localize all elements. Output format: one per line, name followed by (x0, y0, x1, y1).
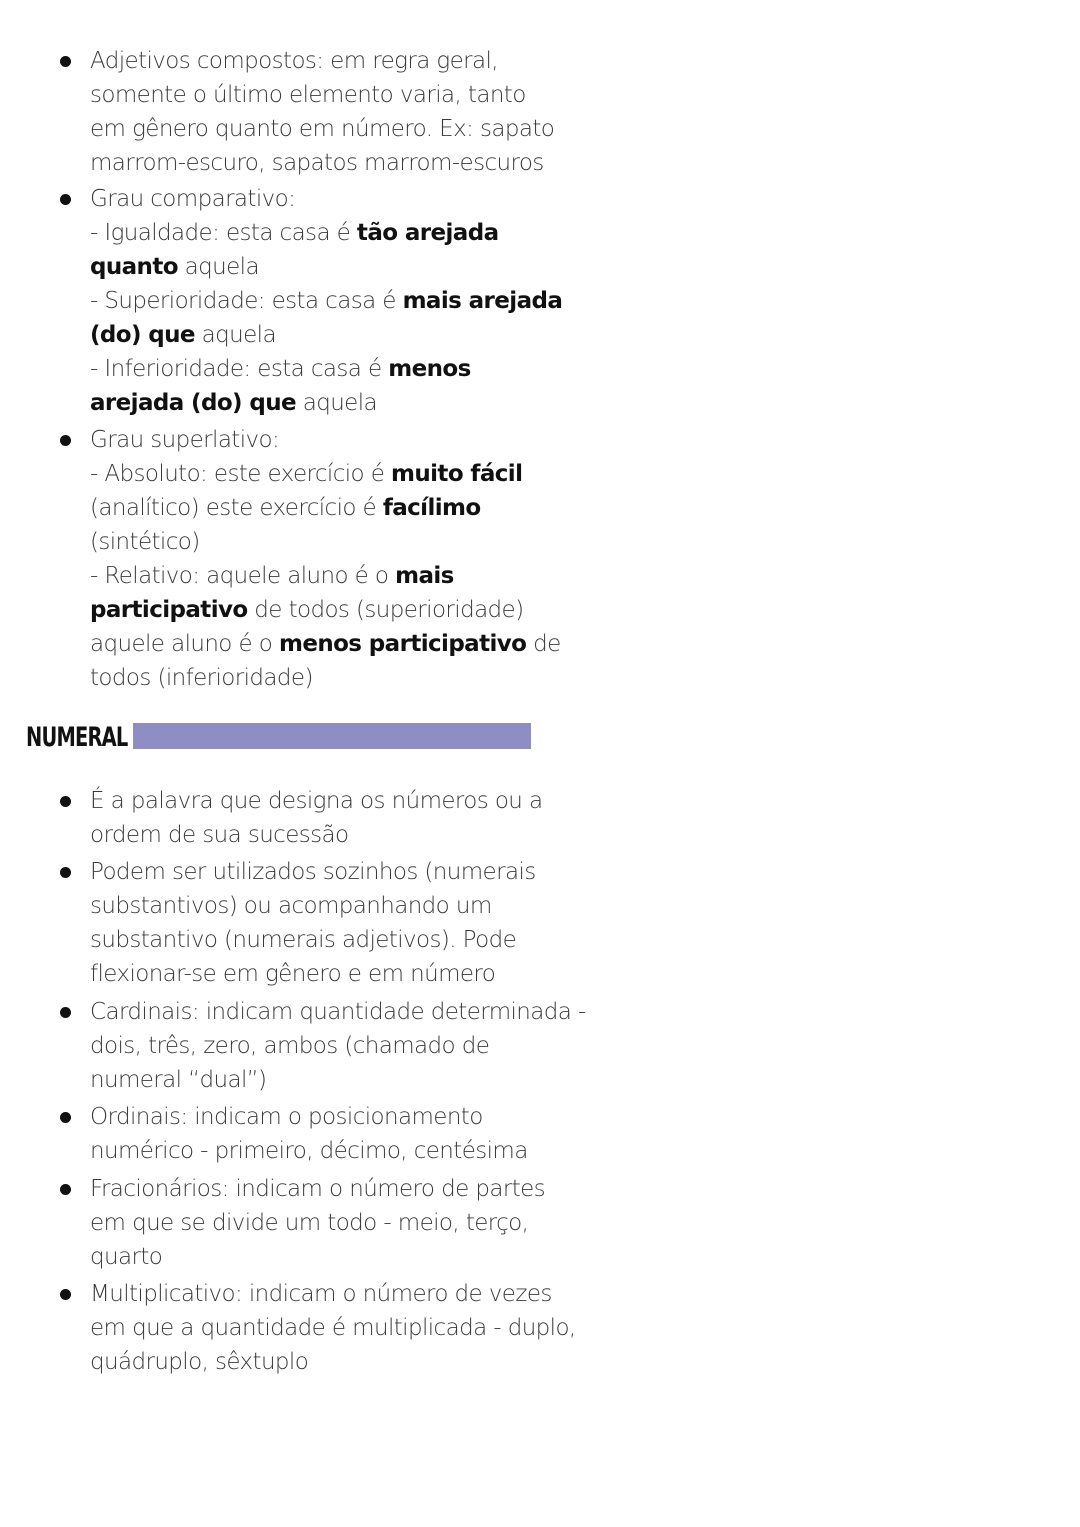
text-line (90, 423, 550, 457)
text-line (90, 284, 563, 318)
text-line (90, 1311, 576, 1345)
text: flexionar-se em gênero e em número (90, 961, 496, 987)
text-line (90, 386, 550, 420)
text: de todos (superioridade) (247, 597, 524, 623)
bullet-dot-icon (60, 1112, 71, 1123)
heading-highlight-bar (133, 723, 531, 749)
text: aquela (177, 254, 259, 280)
text: (sintético) (90, 529, 200, 555)
text-line (90, 78, 550, 112)
bullet-dot-icon (60, 867, 71, 878)
text: Grau superlativo: (90, 427, 280, 453)
text: (analítico) este exercício é (90, 495, 383, 521)
text-line (90, 1277, 550, 1311)
text-line (90, 957, 550, 991)
text: dois, três, zero, ambos (chamado de (90, 1033, 490, 1059)
text-line (90, 525, 550, 559)
text-line (90, 593, 550, 627)
text-line (90, 182, 550, 216)
text-line (90, 784, 550, 818)
bold-text: menos participativo (278, 631, 527, 657)
text: marrom-escuro, sapatos marrom-escuros (90, 150, 544, 176)
bullet-dot-icon (60, 194, 71, 205)
text: em que a quantidade é multiplicada - duplo, (90, 1315, 576, 1341)
text: Grau comparativo: (90, 186, 296, 212)
text: aquela (296, 390, 378, 416)
text: Ordinais: indicam o posicionamento (90, 1104, 483, 1130)
text-line (90, 923, 550, 957)
text-line (90, 559, 550, 593)
text: numeral “dual”) (90, 1067, 267, 1093)
text-line (90, 1345, 550, 1379)
text: numérico - primeiro, décimo, centésima (90, 1138, 528, 1164)
bullet-item (90, 855, 550, 991)
text: em que se divide um todo - meio, terço, (90, 1210, 529, 1236)
bullet-dot-icon (60, 56, 71, 67)
text: - Superioridade: esta casa é (90, 288, 403, 314)
bullet-dot-icon (60, 1289, 71, 1300)
text: - Igualdade: esta casa é (90, 220, 357, 246)
text: - Relativo: aquele aluno é o (90, 563, 396, 589)
section-heading-numeral: NUMERAL (26, 722, 128, 753)
text-line (90, 1100, 550, 1134)
text-line (90, 1063, 550, 1097)
text: Adjetivos compostos: em regra geral, (90, 48, 498, 74)
bullet-item (90, 182, 563, 420)
text: Cardinais: indicam quantidade determinada - (90, 999, 586, 1025)
bold-text: quanto (90, 254, 178, 280)
text-line (90, 1240, 550, 1274)
text-line (90, 1172, 550, 1206)
text-line (90, 1134, 550, 1168)
text: ordem de sua sucessão (90, 822, 349, 848)
text-line (90, 491, 550, 525)
text: - Inferioridade: esta casa é (90, 356, 389, 382)
bold-text: mais (395, 563, 454, 589)
text-line (90, 457, 550, 491)
bold-text: facílimo (382, 495, 481, 521)
bold-text: arejada (do) que (90, 390, 296, 416)
bullet-item (90, 423, 561, 695)
text: todos (inferioridade) (90, 665, 313, 691)
text-line (90, 995, 586, 1029)
bold-text: mais arejada (402, 288, 563, 314)
bullet-item (90, 1100, 550, 1168)
text: É a palavra que designa os números ou a (90, 788, 543, 814)
bullet-item (90, 995, 586, 1097)
text: quádruplo, sêxtuplo (90, 1349, 309, 1375)
text: somente o último elemento varia, tanto (90, 82, 526, 108)
text-line (90, 1206, 550, 1240)
bullet-item (90, 44, 555, 180)
text: Podem ser utilizados sozinhos (numerais (90, 859, 536, 885)
bullet-item (90, 1277, 576, 1379)
bold-text: menos (388, 356, 471, 382)
text: substantivos) ou acompanhando um (90, 893, 492, 919)
text: - Absoluto: este exercício é (90, 461, 391, 487)
text-line (90, 44, 550, 78)
text-line (90, 352, 550, 386)
text: de (526, 631, 561, 657)
text-line (90, 818, 550, 852)
bullet-dot-icon (60, 1184, 71, 1195)
text-line (90, 889, 550, 923)
text-line (90, 146, 550, 180)
bullet-item (90, 1172, 550, 1274)
bullet-dot-icon (60, 435, 71, 446)
text: substantivo (numerais adjetivos). Pode (90, 927, 517, 953)
text: aquela (194, 322, 276, 348)
bold-text: (do) que (90, 322, 195, 348)
bold-text: participativo (90, 597, 248, 623)
text-line (90, 112, 555, 146)
bold-text: muito fácil (391, 461, 523, 487)
text-line (90, 250, 550, 284)
text-line (90, 627, 561, 661)
text-line (90, 661, 550, 695)
text: aquele aluno é o (90, 631, 279, 657)
text: Multiplicativo: indicam o número de vezes (90, 1281, 552, 1307)
bullet-dot-icon (60, 1007, 71, 1018)
text-line (90, 318, 550, 352)
bullet-item (90, 784, 550, 852)
text: quarto (90, 1244, 163, 1270)
text-line (90, 855, 550, 889)
bullet-dot-icon (60, 796, 71, 807)
text-line (90, 1029, 550, 1063)
text: Fracionários: indicam o número de partes (90, 1176, 546, 1202)
text-line (90, 216, 550, 250)
bold-text: tão arejada (356, 220, 499, 246)
text: em gênero quanto em número. Ex: sapato (90, 116, 555, 142)
